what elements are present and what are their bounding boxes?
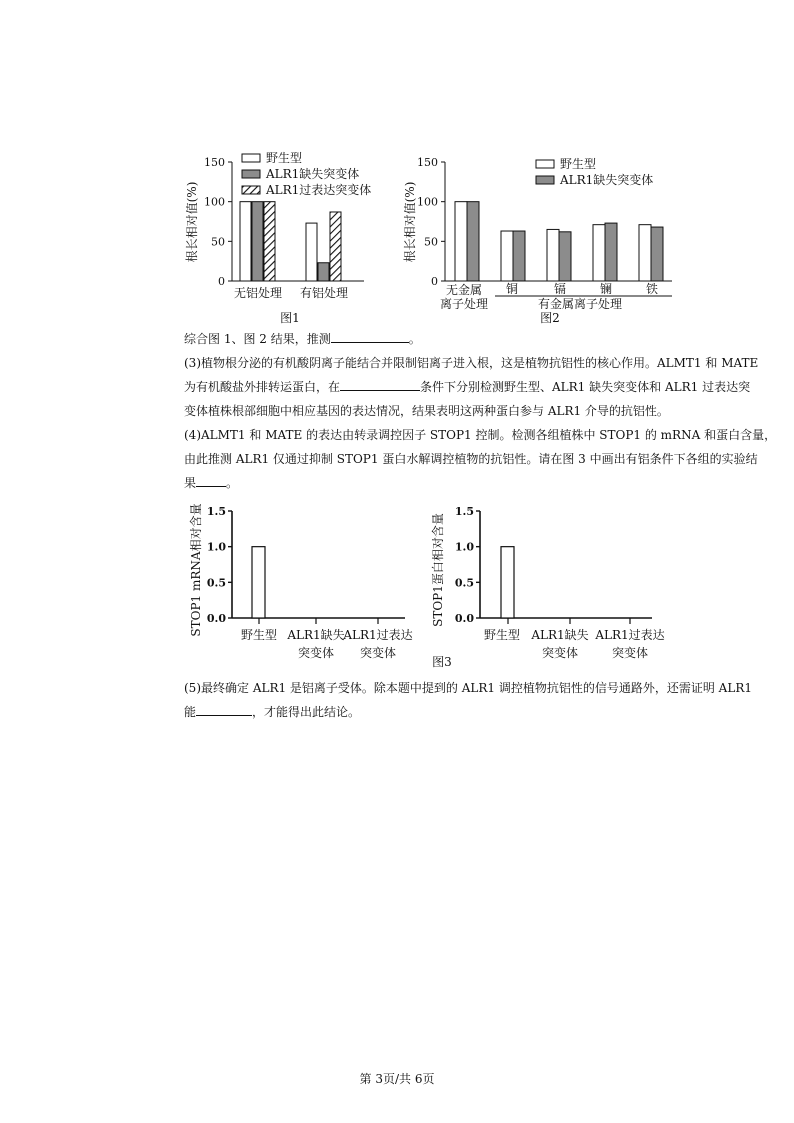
paragraph-4: 果 。 — [184, 476, 239, 490]
fig2-y-label: 根长相对值(%) — [403, 181, 417, 263]
fig2-bar — [455, 202, 467, 281]
fig1-legend-wild: 野生型 — [266, 151, 303, 165]
fig3-left-y-tick-label: 1.0 — [206, 540, 226, 554]
fig2-category-label: 铜 — [505, 282, 519, 296]
fig2-caption: 图2 — [540, 311, 560, 325]
fig2-bar — [501, 231, 513, 281]
fig2-control-label: 离子处理 — [439, 297, 489, 311]
fig2-bar — [651, 227, 663, 281]
fig2-category-label: 镉 — [553, 282, 567, 296]
fig3-right-y-tick-label: 1.0 — [454, 540, 474, 554]
fig1-bar — [252, 202, 263, 281]
fig2-category-label: 铁 — [645, 282, 659, 296]
answer-blank[interactable] — [340, 378, 420, 391]
fig1-caption: 图1 — [280, 311, 300, 325]
fig2-control-label: 无金属 — [445, 283, 483, 297]
fig3-left-y-tick-label: 1.5 — [206, 505, 226, 518]
fig2-bar — [547, 229, 559, 281]
fig1-category-label: 有铝处理 — [299, 286, 349, 300]
fig3-right-y-label: STOP1蛋白相对含量 — [431, 513, 445, 627]
fig2-bar — [467, 202, 479, 281]
fig1-y-tick-label: 100 — [204, 195, 225, 209]
fig3-left-category-label: 野生型 — [240, 628, 278, 642]
question-text-upper — [184, 327, 777, 495]
fig1-bar — [264, 202, 275, 281]
paragraph-3: (3)植物根分泌的有机酸阴离子能结合并限制铝离子进入根，这是植物抗铝性的核心作用。ALMT1 和 MATE — [184, 356, 759, 370]
fig1-legend-swatch-wild — [242, 154, 260, 162]
fig3-right-category-label: 突变体 — [611, 646, 649, 660]
answer-blank[interactable] — [196, 703, 252, 716]
fig2-category-label: 镧 — [599, 282, 613, 296]
fig2-legend-wild: 野生型 — [560, 157, 597, 171]
fig3-left-category-label: 突变体 — [297, 646, 335, 660]
fig1-y-tick-label: 0 — [218, 275, 225, 288]
fig2-y-tick-label: 100 — [417, 195, 438, 209]
fig3-right-category-label: ALR1过表达 — [595, 628, 665, 642]
fig1-legend-overexpress: ALR1过表达突变体 — [266, 183, 372, 197]
fig2-y-tick-label: 150 — [417, 156, 438, 169]
figure-1-chart — [180, 150, 380, 330]
fig1-bar — [318, 263, 329, 281]
fig3-left-y-tick-label: 0.5 — [206, 576, 226, 590]
question-text-lower — [184, 676, 754, 724]
fig1-y-label: 根长相对值(%) — [185, 181, 199, 263]
paragraph-3: 变体植株根部细胞中相应基因的表达情况，结果表明这两种蛋白参与 ALR1 介导的抗铝性。 — [184, 404, 669, 418]
fig1-bar — [330, 212, 341, 281]
fig3-left-y-tick-label: 0.0 — [206, 612, 226, 625]
fig2-legend-swatch-wild — [536, 160, 554, 168]
fig2-legend-knockout: ALR1缺失突变体 — [560, 173, 654, 187]
fig3-left-y-label: STOP1 mRNA相对含量 — [189, 503, 203, 637]
paragraph-5: 能 ，才能得出此结论。 — [184, 705, 361, 719]
paragraph-5: (5)最终确定 ALR1 是铝离子受体。除本题中提到的 ALR1 调控植物抗铝性的信号通路外，还需证明 ALR1 — [184, 681, 752, 695]
fig1-legend-swatch-overexpress — [242, 186, 260, 194]
fig1-legend-knockout: ALR1缺失突变体 — [266, 167, 360, 181]
fig3-right-category-label: 野生型 — [483, 628, 521, 642]
fig3-right-bar-wild-type — [501, 547, 514, 618]
fig1-category-label: 无铝处理 — [233, 286, 283, 300]
fig3-left-category-label: ALR1过表达 — [343, 628, 413, 642]
fig2-bar — [513, 231, 525, 281]
paragraph-4: 由此推测 ALR1 仅通过抑制 STOP1 蛋白水解调控植物的抗铝性。请在图 3 中画出有铝条件下各组的实验结 — [184, 452, 758, 466]
paragraph-inference: 综合图 1、图 2 结果，推测 。 — [184, 332, 421, 346]
fig3-right-category-label: 突变体 — [541, 646, 579, 660]
page-number: 第 3页/共 6页 — [359, 1072, 435, 1086]
fig1-bar — [306, 223, 317, 281]
fig2-bar — [605, 223, 617, 281]
fig3-left-bar-wild-type — [252, 547, 265, 618]
paragraph-4: (4)ALMT1 和 MATE 的表达由转录调控因子 STOP1 控制。检测各组植株中 STOP1 的 mRNA 和蛋白含量， — [184, 428, 777, 442]
fig2-group-label: 有金属离子处理 — [537, 297, 623, 311]
fig3-right-y-tick-label: 0.0 — [454, 612, 474, 625]
fig2-legend-swatch-knockout — [536, 176, 554, 184]
fig1-y-tick-label: 150 — [204, 156, 225, 169]
fig2-y-tick-label: 0 — [431, 275, 438, 288]
fig1-legend-swatch-knockout — [242, 170, 260, 178]
fig1-bar — [240, 202, 251, 281]
fig2-bar — [593, 225, 605, 281]
fig2-bar — [639, 225, 651, 281]
fig3-right-y-tick-label: 0.5 — [454, 576, 474, 590]
answer-blank[interactable] — [331, 330, 409, 343]
fig2-bar — [559, 232, 571, 281]
fig2-y-tick-label: 50 — [424, 235, 438, 249]
fig3-left-category-label: 突变体 — [359, 646, 397, 660]
paragraph-3: 为有机酸盐外排转运蛋白，在 条件下分别检测野生型、ALR1 缺失突变体和 ALR1 过表达突 — [184, 380, 751, 394]
fig3-left-category-label: ALR1缺失 — [287, 628, 345, 642]
fig3-right-category-label: ALR1缺失 — [531, 628, 589, 642]
fig3-right-y-tick-label: 1.5 — [454, 505, 474, 518]
figure-2-chart — [400, 150, 680, 330]
figure-3-chart — [180, 500, 680, 675]
fig3-caption: 图3 — [432, 655, 452, 669]
fig1-y-tick-label: 50 — [211, 235, 225, 249]
answer-blank[interactable] — [196, 474, 226, 487]
